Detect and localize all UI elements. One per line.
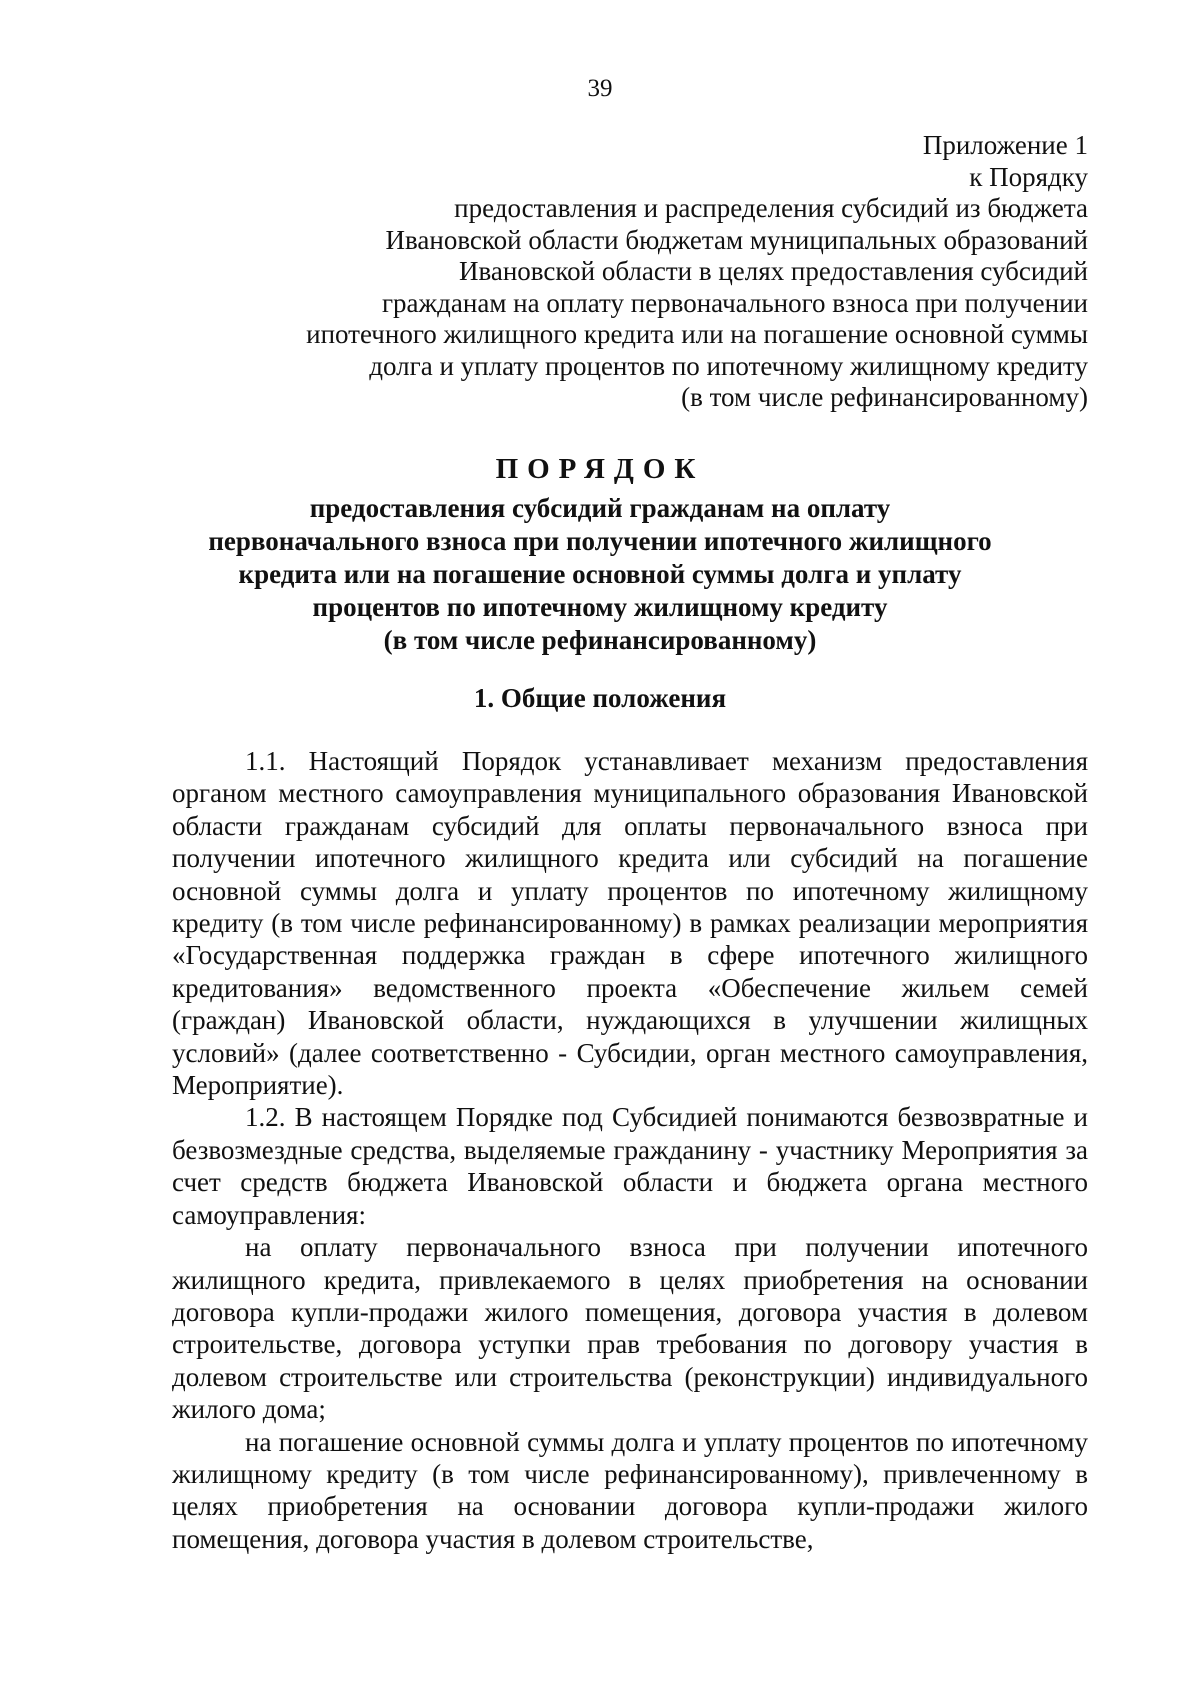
- appendix-line: предоставления и распределения субсидий из бюджета: [454, 193, 1088, 223]
- subtitle-line: процентов по ипотечному жилищному кредиту: [312, 592, 888, 622]
- appendix-line: к Порядку: [969, 161, 1088, 192]
- body-text: [172, 745, 1088, 1555]
- appendix-line: (в том числе рефинансированному): [681, 382, 1088, 412]
- paragraph: 1.1. Настоящий Порядок устанавливает механизм предоставления органом местного самоуправления муниципального образования Ивановской области гражданам субсидий для оплаты первоначального взноса при получении ипотечного жилищного кредита или субсидий на погашение основной суммы долга и уплату процентов по ипотечному жилищному кредиту (в том числе рефинансированному) в рамках реализации мероприятия «Государственная поддержка граждан в сфере ипотечного жилищного кредитования» ведомственного проекта «Обеспечение жильем семей (граждан) Ивановской области, нуждающихся в улучшении жилищных условий» (далее соответственно - Субсидии, орган местного самоуправления, Мероприятие).: [172, 746, 1088, 1101]
- appendix-line: ипотечного жилищного кредита или на погашение основной суммы: [306, 319, 1088, 349]
- appendix-line: долга и уплату процентов по ипотечному жилищному кредиту: [369, 350, 1088, 381]
- subtitle-line: (в том числе рефинансированному): [383, 625, 817, 655]
- subtitle-line: кредита или на погашение основной суммы долга и уплату: [238, 559, 962, 589]
- appendix-line: Ивановской области в целях предоставления субсидий: [458, 256, 1088, 286]
- appendix-line: Ивановской области бюджетам муниципальных образований: [385, 224, 1088, 255]
- paragraph: на погашение основной суммы долга и уплату процентов по ипотечному жилищному кредиту (в том числе рефинансированному), привлеченному в целях приобретения на основании договора купли-продажи жилого помещения, договора участия в долевом строительстве,: [172, 1426, 1088, 1554]
- subtitle-line: первоначального взноса при получении ипотечного жилищного: [208, 526, 992, 556]
- document-title: ПОРЯДОК: [495, 453, 705, 485]
- paragraph: на оплату первоначального взноса при получении ипотечного жилищного кредита, привлекаемого в целях приобретения на основании договора купли-продажи жилого помещения, договора участия в долевом строительстве, договора уступки прав требования по договору участия в долевом строительстве или строительства (реконструкции) индивидуального жилого дома;: [172, 1232, 1088, 1425]
- page-number: 39: [587, 75, 613, 102]
- appendix-line: Приложение 1: [922, 130, 1088, 160]
- appendix-block: [188, 130, 1088, 414]
- paragraph: 1.2. В настоящем Порядке под Субсидией понимаются безвозвратные и безвозмездные средства, выделяемые гражданину - участнику Мероприятия за счет средств бюджета Ивановской области и бюджета органа местного самоуправления:: [172, 1102, 1088, 1230]
- section-heading: 1. Общие положения: [473, 683, 727, 713]
- document-subtitle: [0, 492, 1200, 657]
- appendix-line: гражданам на оплату первоначального взноса при получении: [381, 287, 1088, 318]
- subtitle-line: предоставления субсидий гражданам на оплату: [309, 493, 891, 523]
